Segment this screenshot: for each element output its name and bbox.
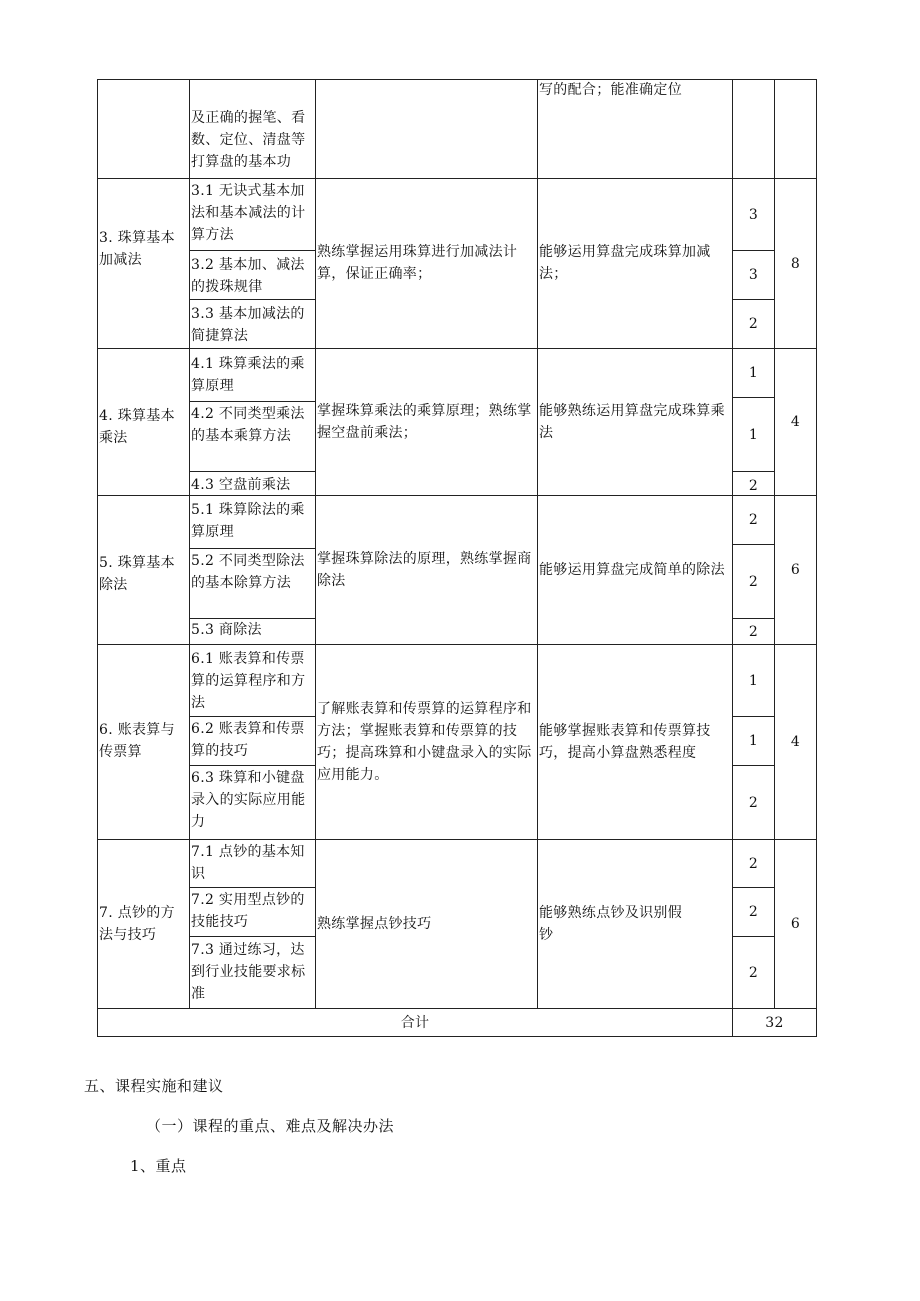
subtopic-cell: 5.1 珠算除法的乘算原理 [191,502,305,540]
knowledge-goal-cell: 熟练掌握点钞技巧 [317,915,432,932]
hours-cell: 1 [748,426,759,443]
topic-cell: 3. 珠算基本加减法 [99,230,175,268]
sum-label: 合计 [400,1014,430,1031]
subtopic-cell: 4.3 空盘前乘法 [191,477,291,493]
hours-cell: 2 [748,855,759,872]
total-hours-cell: 4 [790,734,801,750]
subtopic-cell: 6.3 珠算和小键盘录入的实际应用能力 [191,770,306,830]
topic-cell: 7. 点钞的方法与技巧 [99,905,175,943]
subtopic-cell: 7.1 点钞的基本知识 [191,844,305,882]
subtopic-cell: 5.2 不同类型除法的基本除算方法 [191,553,305,591]
table-right-border [816,79,817,1037]
hours-cell: 2 [748,316,759,332]
hours-cell: 2 [748,573,759,590]
subtopic-cell: 4.1 珠算乘法的乘算原理 [191,356,305,394]
skill-goal-cell: 能够掌握账表算和传票算技巧，提高小算盘熟悉程度 [539,722,711,761]
hours-cell: 3 [748,206,759,223]
subtopic-cell: 4.2 不同类型乘法的基本乘算方法 [191,406,305,444]
subtopic-cell: 7.2 实用型点钞的技能技巧 [191,892,305,930]
item-heading: 1、重点 [130,1157,187,1175]
table-bottom-border [97,1036,817,1037]
hours-cell: 1 [748,672,759,689]
hours-cell: 1 [748,733,759,749]
hours-cell: 2 [748,964,759,981]
skill-goal-cell: 能够运用算盘完成珠算加减法； [539,244,711,282]
sum-value: 32 [765,1014,784,1031]
subtopic-cell: 5.3 商除法 [191,622,262,638]
subtopic-cell: 7.3 通过练习，达到行业技能要求标准 [191,942,306,1002]
hours-cell: 2 [748,512,759,528]
hours-cell: 3 [748,267,759,283]
section-heading: 五、课程实施和建议 [84,1077,224,1095]
knowledge-goal-cell: 掌握珠算除法的原理，熟练掌握商除法 [317,550,532,589]
knowledge-goal-cell: 了解账表算和传票算的运算程序和方法；掌握账表算和传票算的技巧；提高珠算和小键盘录入的实际应用能力。 [317,700,532,783]
total-hours-cell: 8 [790,255,801,272]
topic-cell: 6. 账表算与传票算 [99,722,175,760]
topic-cell: 5. 珠算基本除法 [99,555,175,593]
course-hours-table [97,79,817,1037]
subtopic-cell: 3.2 基本加、减法的拨珠规律 [191,257,305,295]
hours-cell: 2 [748,623,759,640]
skill-goal-cell: 能够运用算盘完成简单的除法 [539,561,725,578]
hours-cell: 1 [748,365,759,381]
knowledge-goal-cell: 熟练掌握运用珠算进行加减法计算，保证正确率； [317,244,518,282]
topic-cell: 4. 珠算基本乘法 [99,408,175,446]
skill-goal-cell: 写的配合；能准确定位 [539,82,682,98]
total-hours-cell: 6 [790,916,801,932]
subtopic-cell: 6.1 账表算和传票算的运算程序和方法 [191,651,306,711]
total-hours-cell: 4 [790,414,801,430]
table-left-border [97,79,98,1037]
hours-cell: 2 [748,794,759,811]
subsection-heading: （一）课程的重点、难点及解决办法 [146,1117,395,1135]
subtopic-cell: 6.2 账表算和传票算的技巧 [191,721,305,759]
knowledge-goal-cell: 掌握珠算乘法的乘算原理；熟练掌握空盘前乘法； [317,402,532,441]
subtopic-cell: 3.3 基本加减法的简捷算法 [191,306,305,344]
total-hours-cell: 6 [790,562,801,578]
skill-goal-cell: 能够熟练运用算盘完成珠算乘法 [539,402,725,441]
subtopic-cell: 3.1 无诀式基本加法和基本减法的计算方法 [191,183,306,243]
skill-goal-cell: 能够熟练点钞及识别假钞 [539,904,682,943]
subtopic-cell: 及正确的握笔、看数、定位、清盘等打算盘的基本功 [191,110,306,170]
hours-cell: 2 [748,477,759,494]
hours-cell: 2 [748,904,759,920]
